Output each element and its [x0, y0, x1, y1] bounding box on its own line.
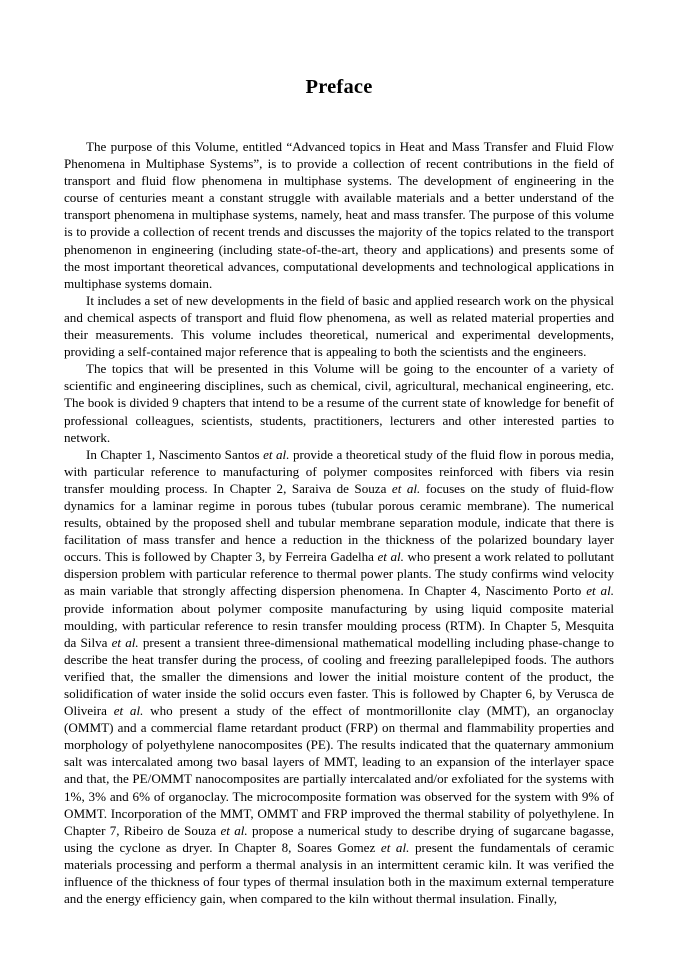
italic-text: et al.: [220, 822, 248, 838]
italic-text: et al.: [377, 549, 404, 565]
paragraph-2: It includes a set of new developments in the field of basic and applied research work on the physical and chemical aspects of transport and fluid flow phenomena, as well as related material properties and their measurements. This volume includes theoretical, numerical and experimental developments, providing a self-contained major reference that is appealing to both the scientists and the engineers.: [64, 292, 614, 360]
italic-text: et al.: [586, 583, 614, 599]
italic-text: et al.: [113, 703, 144, 719]
italic-text: et al.: [111, 634, 139, 650]
italic-text: et al.: [263, 446, 290, 462]
italic-text: et al.: [391, 480, 421, 496]
paragraph-3: The topics that will be presented in this Volume will be going to the encounter of a variety of scientific and engineering disciplines, such as chemical, civil, agricultural, mechanical engineering, etc. The book is divided 9 chapters that intend to be a resume of the current state of knowledge for benefit of professional colleagues, scientists, students, practitioners, lecturers and other interested parties to network.: [64, 361, 614, 445]
italic-text: et al.: [380, 839, 410, 855]
page-title: Preface: [305, 76, 373, 98]
document-body: [64, 138, 614, 907]
paragraph-4: In Chapter 1, Nascimento Santos et al. provide a theoretical study of the fluid flow in porous media, with particular reference to manufacturing of polymer composites reinforced with fibers via resin transfer moulding process. In Chapter 2, Saraiva de Souza et al. focuses on the study of fluid-flow dynamics for a laminar regime in porous tubes (tubular porous ceramic membrane). The numerical results, obtained by the proposed shell and tubular membrane separation module, indicate that there is facilitation of mass transfer and hence a reduction in the thickness of the polarized boundary layer occurs. This is followed by Chapter 3, by Ferreira Gadelha et al. who present a work related to pollutant dispersion problem with particular reference to thermal power plants. The study confirms wind velocity as main variable that strongly affecting dispersion phenomena. In Chapter 4, Nascimento Porto et al. provide information about polymer composite manufacturing by using liquid composite material moulding, with particular reference to resin transfer moulding process (RTM). In Chapter 5, Mesquita da Silva et al. present a transient three-dimensional mathematical modelling including phase-change to describe the heat transfer during the process, of cooling and freezing parallelepiped foods. The authors verified that, the smaller the dimensions and lower the initial moisture content of the product, the solidification of water inside the solid occurs even faster. This is followed by Chapter 6, by Verusca de Oliveira et al. who present a study of the effect of montmorillonite clay (MMT), an organoclay (OMMT) and a commercial flame retardant product (FRP) on thermal and flammability properties and morphology of polyethylene nanocomposites (PE). The results indicated that the quaternary ammonium salt was intercalated among two basal layers of MMT, leading to an expansion of the interlayer space and that, the PE/OMMT nanocomposites are partially intercalated and/or exfoliated for the systems with 1%, 3% and 6% of organoclay. The microcomposite formation was observed for the system with 9% of OMMT. Incorporation of the MMT, OMMT and FRP improved the thermal stability of polyethylene. In Chapter 7, Ribeiro de Souza et al. propose a numerical study to describe drying of sugarcane bagasse, using the cyclone as dryer. In Chapter 8, Soares Gomez et al. present the fundamentals of ceramic materials processing and perform a thermal analysis in an intermittent ceramic kiln. It was verified the influence of the thickness of four types of thermal insulation both in the maximum external temperature and the energy efficiency gain, when compared to the kiln without thermal insulation. Finally,: [64, 446, 614, 907]
paragraph-1: The purpose of this Volume, entitled “Advanced topics in Heat and Mass Transfer and Fluid Flow Phenomena in Multiphase Systems”, is to provide a collection of recent contributions in the field of transport and fluid flow phenomena in multiphase systems. The development of engineering in the course of centuries meant a constant struggle with available materials and a better understand of the transport phenomena in multiphase systems, namely, heat and mass transfer. The purpose of this volume is to provide a collection of recent trends and discusses the majority of the topics related to the transport phenomenon in engineering (including state-of-the-art, theory and applications) and presents some of the most important theoretical advances, computational developments and technological applications in multiphase systems domain.: [64, 139, 614, 291]
